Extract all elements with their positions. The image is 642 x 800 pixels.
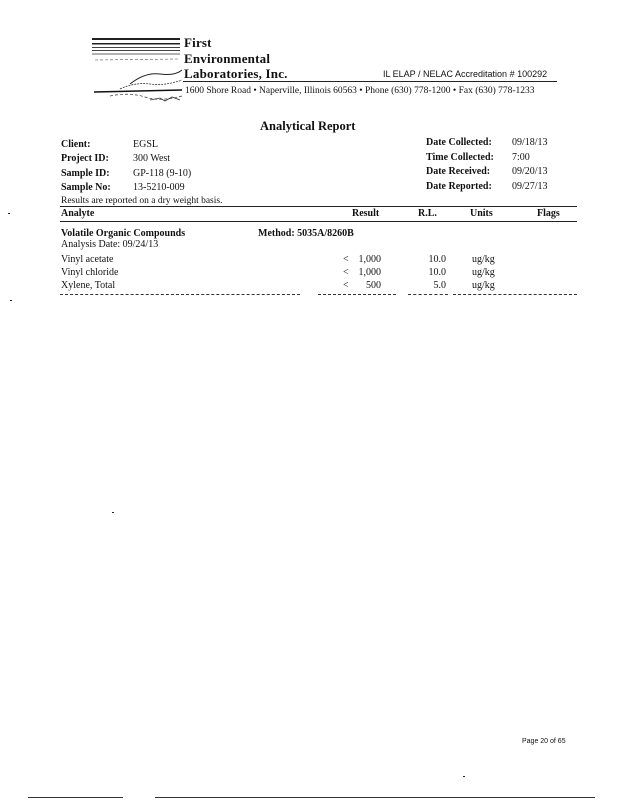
row-units: ug/kg bbox=[472, 267, 495, 278]
time-collected-value: 7:00 bbox=[512, 152, 530, 163]
bottom-scan-edge bbox=[28, 797, 123, 798]
report-title: Analytical Report bbox=[260, 119, 356, 133]
company-name-line3: Laboratories, Inc. bbox=[184, 66, 288, 81]
accreditation: IL ELAP / NELAC Accreditation # 100292 bbox=[383, 69, 548, 79]
row-rl: 10.0 bbox=[428, 267, 446, 278]
scan-speck bbox=[112, 512, 114, 513]
date-collected-value: 09/18/13 bbox=[512, 137, 548, 148]
scan-speck bbox=[10, 300, 12, 301]
col-header-units: Units bbox=[470, 208, 493, 219]
table-top-rule bbox=[60, 206, 577, 207]
col-header-flags: Flags bbox=[537, 208, 560, 219]
col-header-rl: R.L. bbox=[418, 208, 437, 219]
company-address: 1600 Shore Road • Naperville, Illinois 60563 • Phone (630) 778-1200 • Fax (630) 778-1233 bbox=[185, 86, 535, 96]
header-rule bbox=[183, 81, 557, 82]
row-underline bbox=[453, 294, 577, 295]
row-qualifier: < bbox=[343, 254, 349, 265]
sample-id-value: GP-118 (9-10) bbox=[133, 168, 192, 179]
row-units: ug/kg bbox=[472, 280, 495, 291]
row-underline bbox=[60, 294, 300, 295]
row-result: 500 bbox=[366, 280, 381, 291]
sample-no-value: 13-5210-009 bbox=[133, 182, 185, 193]
col-header-analyte: Analyte bbox=[61, 208, 95, 219]
bottom-scan-edge bbox=[155, 797, 595, 798]
row-qualifier: < bbox=[343, 280, 349, 291]
time-collected-label: Time Collected: bbox=[426, 152, 494, 163]
row-qualifier: < bbox=[343, 267, 349, 278]
date-collected-label: Date Collected: bbox=[426, 137, 492, 148]
row-rl: 5.0 bbox=[433, 280, 446, 291]
company-logo bbox=[90, 34, 184, 106]
project-value: 300 West bbox=[133, 153, 171, 164]
project-label: Project ID: bbox=[61, 153, 109, 164]
row-underline bbox=[318, 294, 396, 295]
date-reported-label: Date Reported: bbox=[426, 181, 492, 192]
client-label: Client: bbox=[61, 139, 91, 150]
date-received-label: Date Received: bbox=[426, 166, 491, 177]
page-number: Page 20 of 65 bbox=[522, 738, 566, 745]
scan-speck bbox=[8, 213, 10, 214]
basis-note: Results are reported on a dry weight basis. bbox=[61, 196, 223, 206]
date-received-value: 09/20/13 bbox=[512, 166, 548, 177]
date-reported-value: 09/27/13 bbox=[512, 181, 548, 192]
analysis-date: Analysis Date: 09/24/13 bbox=[61, 239, 159, 250]
row-units: ug/kg bbox=[472, 254, 495, 265]
company-name-line2: Environmental bbox=[184, 51, 271, 66]
method-label: Method: 5035A/8260B bbox=[258, 228, 354, 239]
section-title: Volatile Organic Compounds bbox=[61, 228, 186, 239]
sample-no-label: Sample No: bbox=[61, 182, 111, 193]
row-rl: 10.0 bbox=[428, 254, 446, 265]
row-underline bbox=[408, 294, 448, 295]
col-header-result: Result bbox=[352, 208, 380, 219]
row-result: 1,000 bbox=[358, 267, 381, 278]
client-value: EGSL bbox=[133, 139, 158, 150]
row-analyte: Xylene, Total bbox=[61, 280, 116, 291]
company-name-line1: First bbox=[184, 35, 212, 50]
sample-id-label: Sample ID: bbox=[61, 168, 110, 179]
row-result: 1,000 bbox=[358, 254, 381, 265]
row-analyte: Vinyl acetate bbox=[61, 254, 114, 265]
scan-speck bbox=[463, 776, 465, 777]
table-header-rule bbox=[60, 221, 577, 222]
row-analyte: Vinyl chloride bbox=[61, 267, 119, 278]
